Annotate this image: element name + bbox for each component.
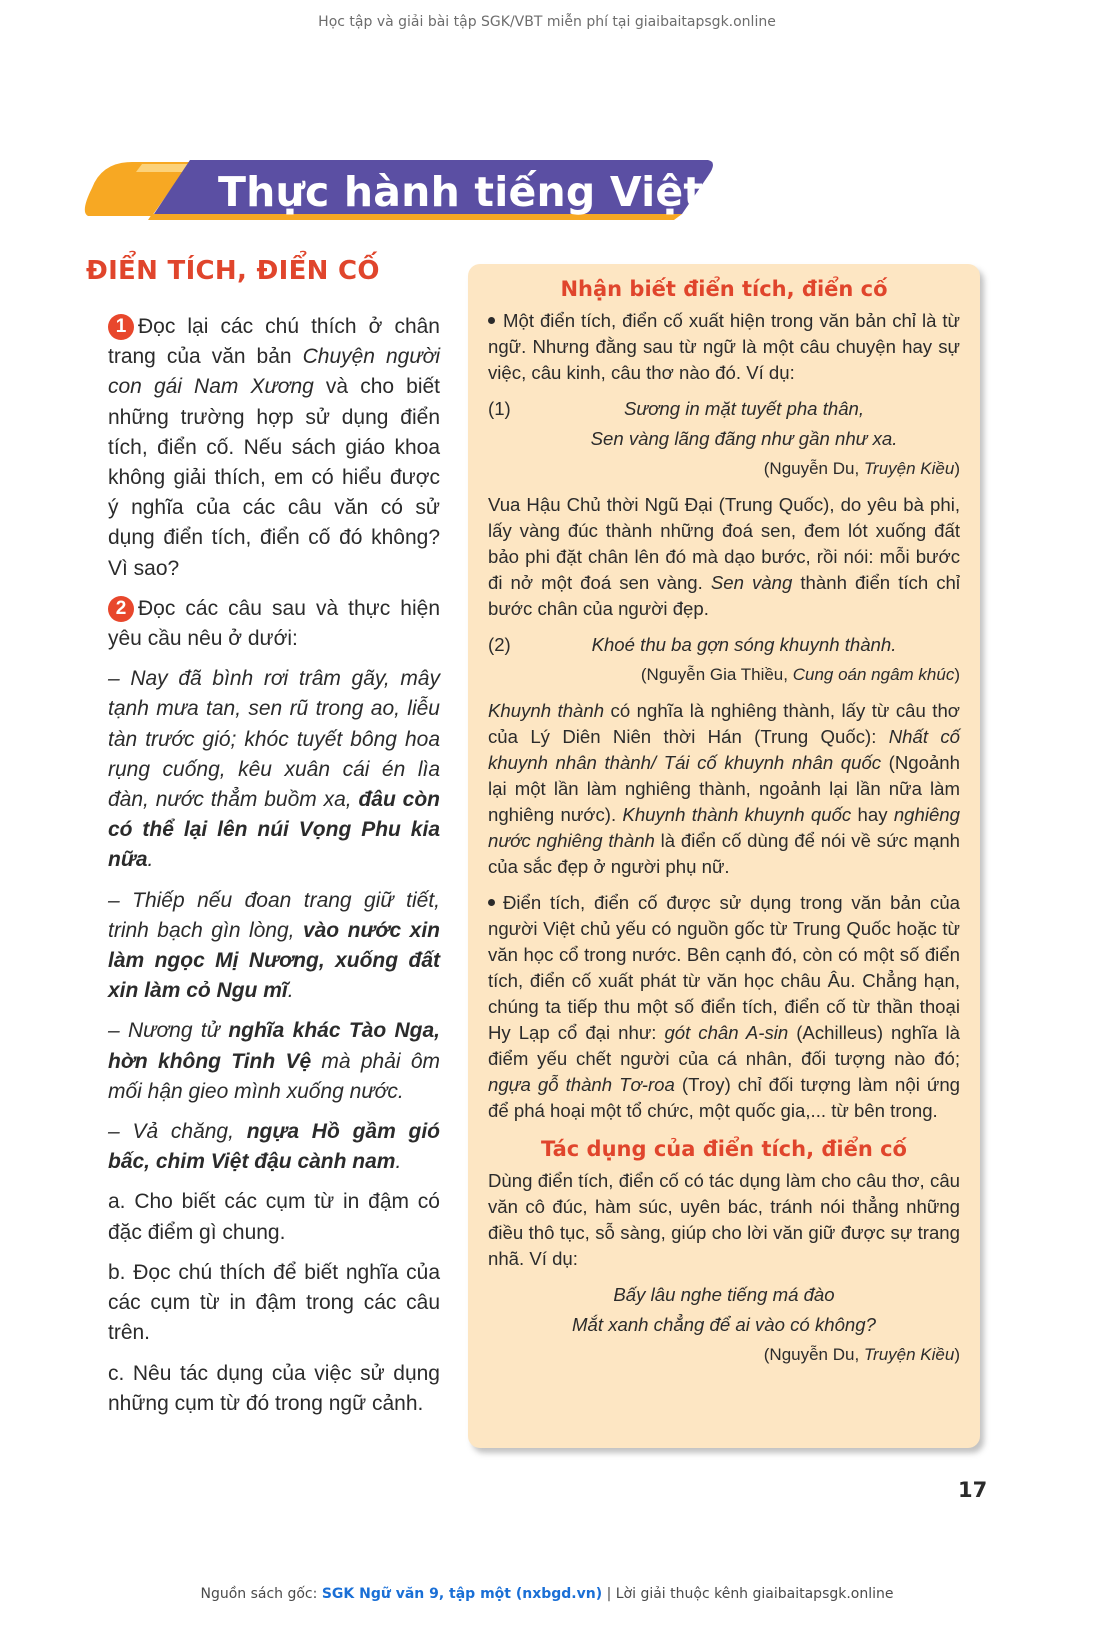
task-2: 2 Đọc các câu sau và thực hiện yêu cầu nêu ở dưới: (108, 596, 440, 651)
box-heading-2: Tác dụng của điển tích, điển cố (541, 1137, 907, 1161)
example-4: – Vả chăng, ngựa Hồ gầm gió bấc, chim Việt đậu cành nam. (108, 1120, 440, 1174)
box-paragraph-2: Vua Hậu Chủ thời Ngũ Đại (Trung Quốc), do yêu bà phi, lấy vàng đúc thành những đoá sen, đem lót xuống đất bảo phi đặt chân lên đó mà dạo bước, rồi nói: mỗi bước đi nở một đoá sen vàng. Sen vàng thành điển tích chỉ bước chân của người đẹp. (488, 494, 960, 619)
example-3: – Nương tử nghĩa khác Tào Nga, hờn không Tinh Vệ mà phải ôm mối hận gieo mình xuống nước. (108, 1019, 440, 1103)
question-b: b. Đọc chú thích để biết nghĩa của các cụm từ in đậm trong các câu trên. (108, 1260, 440, 1345)
box-example-3-line-2: Mắt xanh chẳng để ai vào có không? (572, 1314, 876, 1335)
box-example-1-line-2: Sen vàng lãng đãng như gần như xa. (590, 428, 898, 449)
footer-note: Nguồn sách gốc: SGK Ngữ văn 9, tập một (nxbgd.vn) | Lời giải thuộc kênh giaibaitapsgk.online (200, 1586, 894, 1602)
box-paragraph-5: Dùng điển tích, điển cố có tác dụng làm cho câu thơ, câu văn cô đúc, hàm súc, uyên bác, tránh nói thẳng những điều thô tục, sỗ sàng, giúp cho lời văn giữ được sự trang nhã. Ví dụ: (488, 1170, 960, 1269)
header-note: Học tập và giải bài tập SGK/VBT miễn phí tại giaibaitapsgk.online (318, 14, 776, 30)
task-1: 1 Đọc lại các chú thích ở chân trang của văn bản Chuyện người con gái Nam Xương và cho biết những trường hợp sử dụng điển tích, điển cố. Nếu sách giáo khoa không giải thích, em có hiểu được ý nghĩa của các câu văn có sử dụng điển tích, điển cố đó không? Vì sao? (108, 315, 440, 580)
exercise-column (108, 312, 440, 1419)
page-title: Thực hành tiếng Việt (218, 168, 704, 216)
source-link[interactable]: SGK Ngữ văn 9, tập một (nxbgd.vn) (321, 1586, 603, 1602)
section-heading: ĐIỂN TÍCH, ĐIỂN CỐ (86, 256, 380, 286)
box-heading-1: Nhận biết điển tích, điển cố (560, 277, 888, 301)
task-1-number: 1 (108, 314, 134, 340)
box-example-2-line-1: (2) Khoé thu ba gợn sóng khuynh thành. (488, 634, 897, 655)
box-paragraph-1: Một điển tích, điển cố xuất hiện trong văn bản chỉ là từ ngữ. Nhưng đằng sau từ ngữ là một câu chuyện hay sự việc, câu kinh, câu thơ nào đó. Ví dụ: (488, 310, 960, 383)
bullet-icon (488, 317, 495, 324)
bullet-icon (488, 899, 495, 906)
box-example-1-line-1: (1) Sương in mặt tuyết pha thân, (488, 398, 865, 419)
task-2-number: 2 (108, 596, 134, 622)
question-a: a. Cho biết các cụm từ in đậm có đặc điểm gì chung. (108, 1190, 440, 1244)
page-number: 17 (958, 1478, 988, 1502)
box-example-3-source: (Nguyễn Du, Truyện Kiều) (763, 1345, 960, 1364)
box-example-3-line-1: Bấy lâu nghe tiếng má đào (613, 1284, 835, 1305)
box-paragraph-3: Khuynh thành có nghĩa là nghiêng thành, lấy từ câu thơ của Lý Diên Niên thời Hán (Trung Quốc): Nhất cố khuynh nhân thành/ Tái cố khuynh nhân quốc (Ngoảnh lại một lần làm nghiêng thành, ngoảnh lại lần nữa làm nghiêng nước). Khuynh thành khuynh quốc hay nghiêng nước nghiêng thành là điển cố dùng để nói về sức mạnh của sắc đẹp ở người phụ nữ. (488, 700, 961, 877)
example-1: – Nay đã bình rơi trâm gãy, mây tạnh mưa tan, sen rũ trong ao, liễu tàn trước gió; khóc tuyết bông hoa rụng cuống, kêu xuân cái én lìa đàn, nước thẳm buồm xa, đâu còn có thể lại lên núi Vọng Phu kia nữa. (108, 667, 440, 872)
knowledge-box-content (488, 274, 960, 1368)
box-example-2-source: (Nguyễn Gia Thiều, Cung oán ngâm khúc) (640, 665, 960, 684)
example-2: – Thiếp nếu đoan trang giữ tiết, trinh bạch gìn lòng, vào nước xin làm ngọc Mị Nương, xuống đất xin làm cỏ Ngu mĩ. (108, 888, 440, 1003)
box-example-1-source: (Nguyễn Du, Truyện Kiều) (763, 459, 960, 478)
box-paragraph-4: Điển tích, điển cố được sử dụng trong văn bản của người Việt chủ yếu có nguồn gốc từ Trung Quốc hoặc từ văn học cổ trong nước. Bên cạnh đó, còn có một số điển tích, điển cố xuất phát từ văn học châu Âu. Chẳng hạn, chúng ta tiếp thu một số điển tích, điển cố từ thần thoại Hy Lạp cổ đại như: gót chân A-sin (Achilleus) nghĩa là điểm yếu chết người của cá nhân, đối tượng nào đó; ngựa gỗ thành Tơ-roa (Troy) chỉ đối tượng làm nội ứng để phá hoại một tổ chức, một quốc gia,... từ bên trong. (488, 892, 961, 1121)
question-c: c. Nêu tác dụng của việc sử dụng những cụm từ đó trong ngữ cảnh. (108, 1361, 440, 1415)
